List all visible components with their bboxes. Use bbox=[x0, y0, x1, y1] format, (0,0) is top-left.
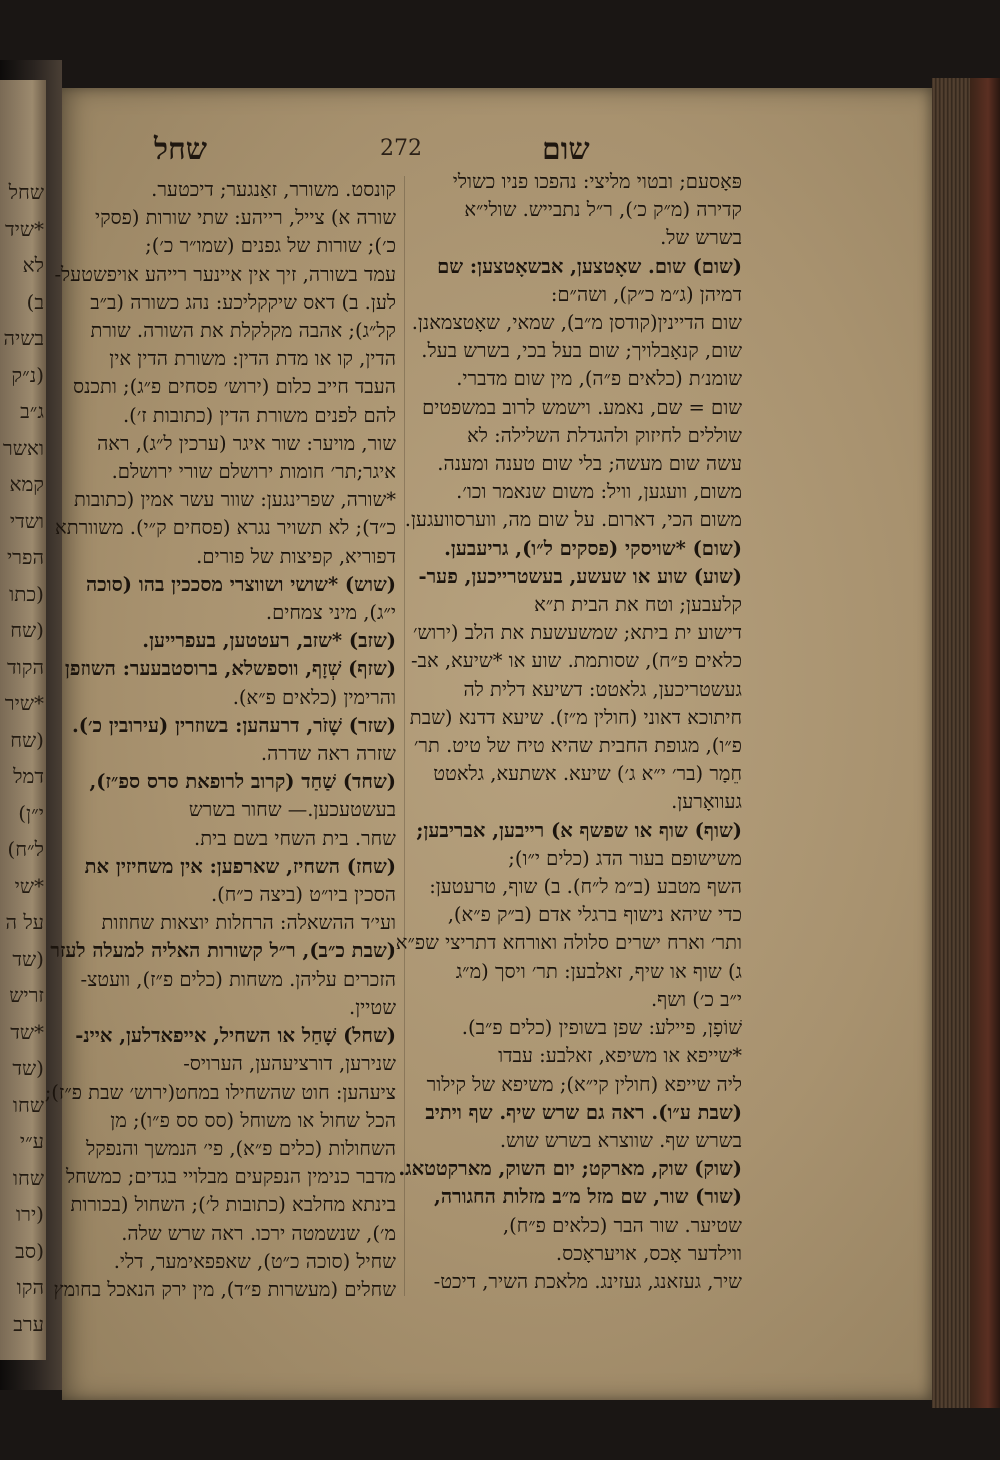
previous-page-fragment: (שח bbox=[10, 618, 44, 642]
previous-page-fragment: (שד bbox=[12, 1056, 44, 1080]
page-number: 272 bbox=[380, 136, 422, 161]
previous-page-fragment: ג״ב bbox=[20, 399, 44, 423]
text-line: ליה שייפא (חולין קי״א); משיפא של קילור bbox=[426, 1072, 742, 1096]
text-line: קדירה (מ״ק כ׳), ר״ל נתבייש. שולי״א bbox=[464, 198, 742, 222]
text-line: דפוריא, קפיצות של פורים. bbox=[196, 544, 396, 568]
previous-page-fragment: ואשר bbox=[2, 435, 44, 460]
previous-page-fragment: *שיד bbox=[4, 216, 44, 241]
text-line: (שוק) שוק, מארקט; יום השוק, מארקטטאג. bbox=[398, 1157, 742, 1181]
text-line: הזכרים עליהן. משחות (כלים פ״ז), וועטצ- bbox=[80, 967, 396, 991]
text-line: שטיין. bbox=[349, 995, 396, 1019]
text-line: ווילדער אָכס, אויעראָכס. bbox=[555, 1241, 742, 1265]
previous-page-fragment: שחו bbox=[12, 1165, 44, 1190]
text-line: (שזב) *שזב, רעטטען, בעפרייען. bbox=[142, 629, 396, 653]
text-line: י״ב כ׳) ושף. bbox=[650, 987, 742, 1011]
text-line: והרימין (כלאים פ״א). bbox=[232, 685, 396, 709]
previous-page-fragment: ערב bbox=[13, 1311, 44, 1336]
text-line: ותר׳ וארח ישרים סלולה ואורחא דתריצי שפ״א. bbox=[389, 931, 742, 955]
text-line: שום, קנאָבלויך; שום בעל בכי, בשרש בעל. bbox=[421, 339, 742, 363]
text-line: השף מטבע (ב״מ ל״ח). ב) שוף, טרעטען: bbox=[429, 875, 742, 899]
text-line: שׁוֹפָן, פיילע: שפן בשופין (כלים פ״ב). bbox=[461, 1016, 742, 1040]
text-line: משום הכי, דארום. על שום מה, ווערסוועגען. bbox=[404, 508, 742, 532]
previous-page-fragment: בשיה bbox=[3, 326, 44, 350]
text-line: י״ג), מיני צמחים. bbox=[265, 601, 396, 625]
text-line: הכל שחול או משוחל (סס סס פ״ו); מן bbox=[110, 1108, 396, 1132]
previous-page-fragment: קמא bbox=[9, 472, 44, 496]
text-line: קונסט. משורר, זאַנגער; דיכטער. bbox=[151, 178, 396, 201]
text-line: פ״ו), מגופת החבית שהיא טיח של טיט. תר׳ bbox=[413, 734, 742, 758]
text-line: להם לפנים משורת הדין (כתובות ז׳). bbox=[122, 403, 396, 427]
previous-page-fragment: (נ״ק bbox=[11, 362, 44, 387]
text-line: (שוף) שוף או שפשף א) רייבען, אבריבען; bbox=[416, 818, 742, 842]
column-divider bbox=[404, 176, 405, 1296]
book-cover-edge bbox=[970, 78, 1000, 1408]
text-line: ג) שוף או שיף, זאלבען: תר׳ ויסך (מ״ג bbox=[455, 959, 742, 983]
text-line: שחלים (מעשרות פ״ד), מין ירק הנאכל בחומץ bbox=[53, 1277, 396, 1301]
previous-page-fragment: לא bbox=[22, 253, 44, 277]
text-line: (שחז) השחיז, שארפען: אין משחיזין את bbox=[84, 854, 396, 878]
text-line: (שחל) שָׁחַל או השחיל, אייפאדלען, איינ- bbox=[75, 1024, 396, 1048]
text-line: שחר. בית השחי בשם בית. bbox=[194, 826, 396, 850]
text-line: שנירען, דורציעהען, הערויס- bbox=[183, 1052, 396, 1076]
text-line: עמד בשורה, זיך אין איינער רייהע אויפשטעל- bbox=[54, 262, 396, 286]
guide-word-right: שום bbox=[542, 132, 590, 167]
text-line: דמיהן (ג״מ כ״ק), ושה״ם: bbox=[550, 282, 742, 306]
previous-page-fragment: הפרי bbox=[6, 545, 44, 569]
previous-page-fragment: ע״י bbox=[19, 1129, 44, 1153]
previous-page-edge bbox=[0, 80, 46, 1360]
text-line: שטיער. שור הבר (כלאים פ״ח), bbox=[502, 1213, 742, 1237]
previous-page-fragment: זריש bbox=[9, 983, 44, 1007]
text-line: כ׳); שורות של גפנים (שמו״ר כ׳); bbox=[145, 234, 396, 258]
previous-page-fragment: על ה bbox=[5, 910, 44, 934]
text-line: עשה שום מעשה; בלי שום טענה ומענה. bbox=[437, 452, 742, 476]
text-line: כדי שיהא נישוף ברגלי אדם (ב״ק פ״א), bbox=[447, 903, 742, 927]
text-line: שזרה ראה שדרה. bbox=[260, 742, 396, 766]
previous-page-fragment: (סב bbox=[15, 1238, 44, 1263]
text-line: געוואָרען. bbox=[671, 790, 742, 814]
text-line: (שור) שור, שם מזל מ״ב מזלות החגורה, bbox=[434, 1185, 742, 1209]
guide-word-left: שחל bbox=[154, 132, 208, 167]
text-line: (שזר) שָׁזֹר, דרעהען: בשוזרין (עירובין כ׳). bbox=[71, 713, 396, 737]
previous-page-fragment: שחו bbox=[12, 1092, 44, 1117]
text-line: כ״ד); לא תשויר נגרא (פסחים ק״י). משוורתא bbox=[55, 516, 396, 540]
text-line: השחולות (כלים פ״א), פי׳ הנמשך והנפקל bbox=[86, 1136, 396, 1160]
text-line: שחיל (סוכה כ״ט), שאפפאימער, דלי. bbox=[113, 1249, 396, 1273]
text-line: (שבת ע״ו). ראה גם שרש שיף. שף ויתיב bbox=[425, 1100, 742, 1124]
text-line: (שוש) *שושי ושווצרי מסככין בהו (סוכה bbox=[85, 572, 396, 596]
text-line: *שייפא או משיפא, זאלבע: עבדו bbox=[498, 1044, 742, 1068]
text-line: שיר, געזאנג, געזינג. מלאכת השיר, דיכט- bbox=[433, 1269, 742, 1293]
previous-page-fragment: (כתו bbox=[9, 581, 44, 606]
previous-page-fragment: (שח bbox=[10, 727, 44, 752]
text-line: חיתוכא דאוני (חולין מ״ז). שיעא דדנא (שבת bbox=[409, 705, 742, 729]
text-line: שוללים לחיזוק ולהגדלת השלילה: לא bbox=[467, 423, 742, 447]
previous-page-fragment: דמל bbox=[13, 764, 44, 788]
text-line: מ׳), שנשמטה ירכו. ראה שרש שלה. bbox=[121, 1221, 396, 1245]
text-line: שור, מויער: שור איגר (ערכין ל״ג), ראה bbox=[97, 431, 396, 455]
text-line: הסכין ביו״ט (ביצה כ״ח). bbox=[210, 883, 396, 907]
text-line: בשרש שף. שווצרא בשרש שוש. bbox=[499, 1128, 742, 1152]
text-line: (שום) שום. שאָטצען, אבשאָטצען: שם bbox=[437, 254, 742, 278]
previous-page-fragment: הקו bbox=[16, 1275, 44, 1299]
text-line: ציעהען: חוט שהשחילו במחט(ירוש׳ שבת פ״ז); bbox=[44, 1080, 396, 1104]
text-line: (שבת כ״ב), ר״ל קשורות האליה למעלה לעזר bbox=[50, 939, 396, 963]
text-line: (שום) *שויסקי (פסקים ל״ו), גריעבען. bbox=[444, 536, 742, 560]
previous-page-fragment: *שי bbox=[14, 873, 44, 898]
previous-page-fragment: (ירו bbox=[16, 1202, 44, 1226]
text-line: חֵמָר (בר׳ י״א ג׳) שיעא. אשתעא, גלאטט bbox=[433, 762, 742, 786]
text-line: שומנ׳ת (כלאים פ״ה), מין שום מדברי. bbox=[456, 367, 742, 391]
text-line: שורה א) צייל, רייהע: שתי שורות (פסקי bbox=[94, 206, 396, 230]
text-line: בינתא מחלבא (כתובות ל׳); השחול (בכורות bbox=[70, 1193, 396, 1217]
previous-page-fragment: הקוד bbox=[7, 654, 44, 679]
right-column bbox=[389, 168, 742, 1293]
text-line: כלאים פ״ח), שסותמת. שוע או *שיעא, אב- bbox=[410, 649, 742, 673]
previous-page-fragment: *שיר bbox=[4, 691, 44, 715]
previous-page-fragment: *שד bbox=[10, 1019, 44, 1044]
text-line: איגר;תר׳ חומות ירושלם שורי ירושלם. bbox=[111, 460, 396, 484]
text-line: (שזף) שְׁזָף, ווספשלא, ברוסטבעער: השוזפן bbox=[64, 657, 396, 681]
previous-page-fragment: (שד bbox=[12, 946, 44, 971]
previous-page-fragment: שחל bbox=[8, 180, 44, 204]
text-line: געשטריכען, גלאטט: דשיעא דלית לה bbox=[463, 677, 742, 701]
previous-page-fragment: ל״ח) bbox=[7, 837, 44, 861]
text-line: פּאָסעם; ובטוי מליצי: נהפכו פניו כשולי bbox=[452, 170, 742, 193]
text-line: קלעבען; וטח את הבית ת״א bbox=[534, 593, 742, 617]
previous-page-fragment: ב) bbox=[26, 289, 44, 314]
text-line: ועי׳ד ההשאלה: הרחלות יוצאות שחוזות bbox=[101, 911, 396, 935]
text-line: הדין, קו או מדת הדין: משורת הדין אין bbox=[109, 347, 396, 371]
text-line: משישופם בעור הדג (כלים י״ו); bbox=[508, 846, 742, 870]
text-line: (שוע) שוע או שעשע, בעשטרייכען, פער- bbox=[418, 564, 742, 588]
previous-page-fragment: ושדי bbox=[9, 508, 44, 533]
text-line: בעשטעכען.— שחור בשרש bbox=[188, 798, 396, 822]
left-column bbox=[44, 176, 396, 1346]
text-line: מדבר כנימין הנפקעים מבלויי בגדים; כמשחל bbox=[66, 1165, 396, 1189]
text-line: *שורה, שפרינגען: שוור עשר אמין (כתובות bbox=[73, 488, 396, 512]
page-stack-edge bbox=[932, 78, 1000, 1408]
text-line: (שחד) שַׁחַד (קרוב לרופאת סרס ספ״ז), bbox=[89, 770, 396, 794]
text-line: דישוע ית ביתא; שמשעשעת את הלב (ירוש׳ bbox=[412, 621, 742, 645]
text-line: בשרש של. bbox=[660, 226, 742, 250]
text-line: קל״ג); אהבה מקלקלת את השורה. שורת bbox=[90, 319, 396, 343]
text-line: העבד חייב כלום (ירוש׳ פסחים פ״ג); ותכנס bbox=[72, 375, 396, 399]
previous-page-fragment: י״ן) bbox=[18, 800, 44, 825]
text-line: שום = שם, נאמע. וישמש לרוב במשפטים bbox=[422, 395, 742, 419]
text-line: שום הדיינין(קודסן מ״ב), שמאי, שאָטצמאנן. bbox=[411, 311, 742, 335]
text-line: לען. ב) דאס שיקקליכע: נהג כשורה (ב״ב bbox=[90, 290, 396, 314]
text-line: משום, וועגען, וויל: משום שנאמר וכו׳. bbox=[456, 480, 742, 504]
